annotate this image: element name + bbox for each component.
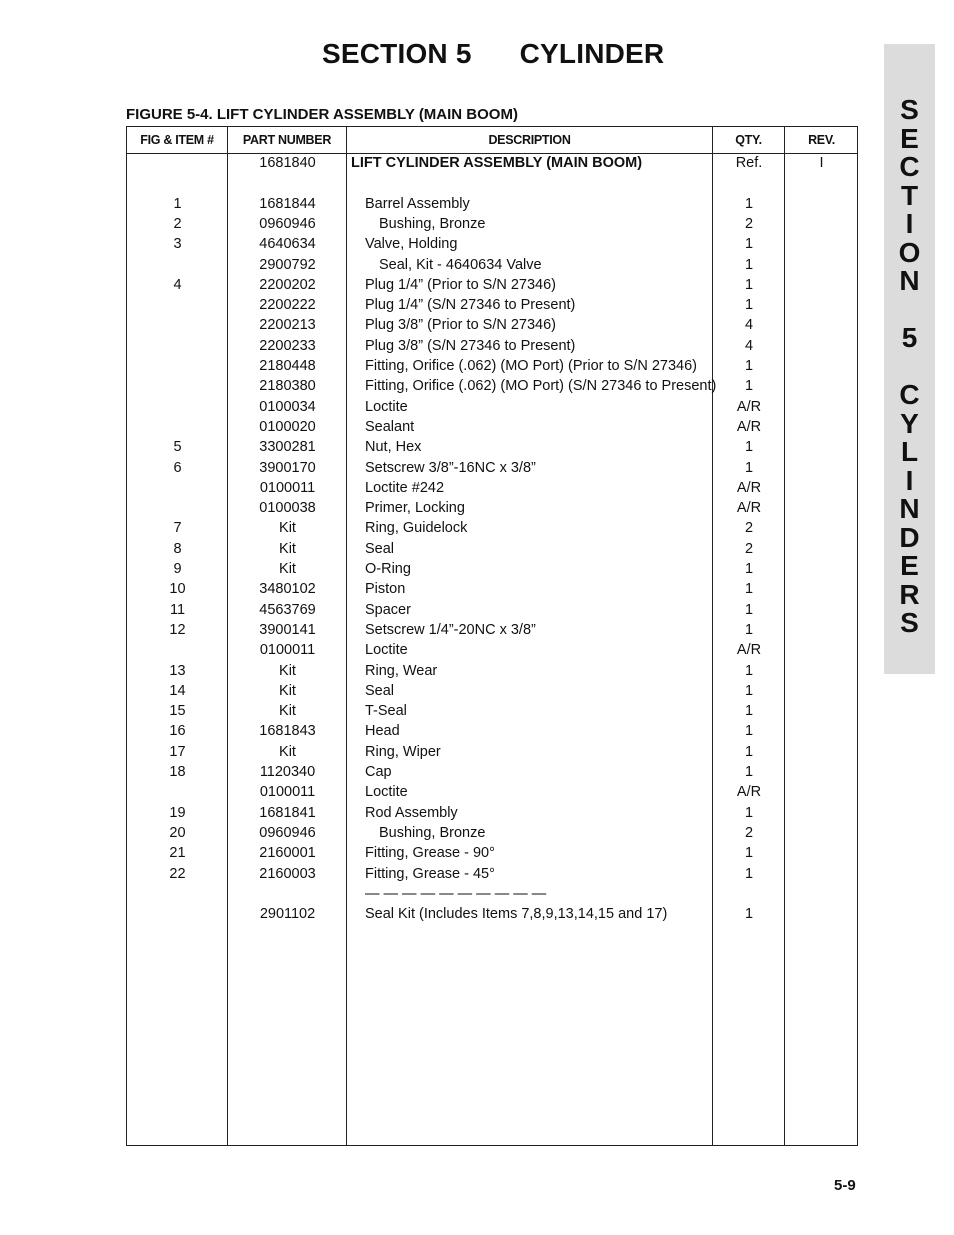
part-number-cell: 1681841 bbox=[259, 804, 316, 821]
fig-item-cell: 11 bbox=[169, 601, 186, 618]
table-row bbox=[127, 701, 857, 721]
part-number-cell: Kit bbox=[279, 662, 296, 679]
part-number-cell: 3480102 bbox=[259, 581, 316, 598]
fig-item-cell: 16 bbox=[169, 723, 186, 740]
qty-cell: 1 bbox=[744, 256, 754, 273]
qty-cell: 4 bbox=[744, 317, 754, 334]
table-row bbox=[127, 376, 857, 396]
fig-item-cell: 8 bbox=[173, 540, 182, 557]
table-row bbox=[127, 742, 857, 762]
qty-cell: 4 bbox=[744, 337, 754, 354]
qty-cell: 1 bbox=[744, 621, 754, 638]
fig-item-cell: 12 bbox=[169, 621, 186, 638]
fig-item-cell: 3 bbox=[173, 236, 182, 253]
part-number-cell: 2160001 bbox=[259, 845, 316, 862]
qty-cell: 1 bbox=[744, 845, 754, 862]
table-row bbox=[127, 539, 857, 559]
qty-cell: 1 bbox=[744, 297, 754, 314]
part-number-cell: 2200222 bbox=[259, 297, 316, 314]
section-label: SECTION 5 bbox=[322, 38, 472, 69]
table-row bbox=[127, 173, 857, 193]
fig-item-cell: 17 bbox=[169, 743, 186, 760]
table-row bbox=[127, 194, 857, 214]
qty-cell: A/R bbox=[736, 479, 762, 496]
table-row bbox=[127, 803, 857, 823]
description-cell: Seal bbox=[365, 682, 395, 699]
qty-cell: 2 bbox=[744, 824, 754, 841]
part-number-cell: 4563769 bbox=[259, 601, 316, 618]
qty-cell: 2 bbox=[744, 215, 754, 232]
description-cell: LIFT CYLINDER ASSEMBLY (MAIN BOOM) bbox=[351, 155, 643, 171]
qty-cell: 1 bbox=[744, 723, 754, 740]
part-number-cell: 4640634 bbox=[259, 236, 316, 253]
part-number-cell: Kit bbox=[279, 743, 296, 760]
description-cell: Setscrew 3/8”-16NC x 3/8” bbox=[365, 459, 536, 476]
column-header-description: DESCRIPTION bbox=[488, 133, 571, 147]
description-cell: Nut, Hex bbox=[365, 439, 422, 456]
table-row bbox=[127, 478, 857, 498]
description-cell: Barrel Assembly bbox=[365, 195, 470, 212]
table-row bbox=[127, 255, 857, 275]
part-number-cell: 1681840 bbox=[259, 155, 316, 171]
part-number-cell: 1681843 bbox=[259, 723, 316, 740]
description-cell: Ring, Wear bbox=[365, 662, 438, 679]
qty-cell: 1 bbox=[744, 682, 754, 699]
qty-cell: A/R bbox=[736, 418, 762, 435]
description-cell: Primer, Locking bbox=[365, 500, 465, 517]
part-number-cell: Kit bbox=[279, 561, 296, 577]
qty-cell: 1 bbox=[744, 439, 754, 456]
table-row bbox=[127, 214, 857, 234]
rev-cell: I bbox=[819, 155, 824, 171]
table-row bbox=[127, 823, 857, 843]
description-cell: O-Ring bbox=[365, 561, 411, 577]
qty-cell: A/R bbox=[736, 642, 762, 659]
qty-cell: 2 bbox=[744, 520, 754, 537]
qty-cell: A/R bbox=[736, 784, 762, 801]
part-number-cell: 0100038 bbox=[259, 500, 316, 517]
part-number-cell: 0100020 bbox=[259, 418, 316, 435]
part-number-cell: 0100011 bbox=[259, 784, 316, 801]
description-cell: Cap bbox=[365, 764, 392, 780]
part-number-cell: 2160003 bbox=[259, 865, 316, 882]
table-row bbox=[127, 843, 857, 863]
part-number-cell: 0100034 bbox=[259, 398, 316, 415]
table-row bbox=[127, 397, 857, 417]
part-number-cell: 3300281 bbox=[259, 439, 316, 456]
fig-item-cell: 1 bbox=[173, 195, 182, 212]
table-row bbox=[127, 579, 857, 599]
description-cell: Plug 1/4” (S/N 27346 to Present) bbox=[365, 297, 576, 314]
parts-table bbox=[126, 126, 858, 1146]
part-number-cell: 2180448 bbox=[259, 358, 316, 374]
description-cell: Seal bbox=[365, 540, 395, 557]
table-row bbox=[127, 153, 857, 173]
column-header-fig: FIG & ITEM # bbox=[140, 133, 214, 147]
qty-cell: 1 bbox=[744, 195, 754, 212]
page-number: 5-9 bbox=[834, 1177, 856, 1194]
part-number-cell: 3900141 bbox=[259, 621, 316, 638]
description-cell: Plug 3/8” (S/N 27346 to Present) bbox=[365, 337, 576, 354]
qty-cell: 1 bbox=[744, 703, 754, 720]
part-number-cell: 2900792 bbox=[259, 256, 316, 273]
fig-item-cell: 14 bbox=[169, 682, 186, 699]
description-cell: Fitting, Grease - 45° bbox=[365, 865, 495, 882]
column-header-rev: REV. bbox=[808, 133, 835, 147]
table-row bbox=[127, 295, 857, 315]
part-number-cell: 2200233 bbox=[259, 337, 316, 354]
qty-cell: 1 bbox=[744, 561, 754, 577]
qty-cell: 1 bbox=[744, 581, 754, 598]
description-cell: Valve, Holding bbox=[365, 236, 458, 253]
part-number-cell: Kit bbox=[279, 540, 296, 557]
part-number-cell: 0960946 bbox=[259, 215, 316, 232]
table-row bbox=[127, 275, 857, 295]
fig-item-cell: 22 bbox=[169, 865, 186, 882]
qty-cell: 1 bbox=[744, 276, 754, 293]
fig-item-cell: 13 bbox=[169, 662, 186, 679]
part-number-cell: 1681844 bbox=[259, 195, 316, 212]
description-cell: Spacer bbox=[365, 601, 411, 618]
fig-item-cell: 10 bbox=[169, 581, 186, 598]
table-row bbox=[127, 681, 857, 701]
fig-item-cell: 15 bbox=[169, 703, 186, 720]
section-name: CYLINDER bbox=[519, 38, 665, 69]
description-cell: Loctite bbox=[365, 784, 408, 801]
column-header-qty: QTY. bbox=[735, 133, 762, 147]
fig-item-cell: 6 bbox=[173, 459, 182, 476]
fig-item-cell: 18 bbox=[169, 764, 186, 780]
part-number-cell: Kit bbox=[279, 682, 296, 699]
description-cell: Loctite bbox=[365, 398, 408, 415]
part-number-cell: Kit bbox=[279, 520, 296, 537]
qty-cell: 1 bbox=[744, 906, 754, 923]
description-cell: Seal, Kit - 4640634 Valve bbox=[379, 256, 542, 273]
qty-cell: 1 bbox=[744, 358, 754, 374]
table-row bbox=[127, 884, 857, 904]
part-number-cell: 2200202 bbox=[259, 276, 316, 293]
description-cell: Sealant bbox=[365, 418, 415, 435]
figure-title: FIGURE 5-4. LIFT CYLINDER ASSEMBLY (MAIN BOOM) bbox=[126, 106, 518, 123]
qty-cell: 1 bbox=[744, 236, 754, 253]
description-cell: Ring, Wiper bbox=[365, 743, 441, 760]
table-row bbox=[127, 600, 857, 620]
part-number-cell: 0960946 bbox=[259, 824, 316, 841]
table-row bbox=[127, 782, 857, 802]
table-row bbox=[127, 336, 857, 356]
description-cell: Rod Assembly bbox=[365, 804, 458, 821]
table-row bbox=[127, 559, 857, 579]
description-cell: Ring, Guidelock bbox=[365, 520, 468, 537]
description-cell: Setscrew 1/4”-20NC x 3/8” bbox=[365, 621, 536, 638]
table-row bbox=[127, 498, 857, 518]
qty-cell: 1 bbox=[744, 662, 754, 679]
fig-item-cell: 5 bbox=[173, 439, 182, 456]
table-row bbox=[127, 458, 857, 478]
table-row bbox=[127, 518, 857, 538]
table-row bbox=[127, 620, 857, 640]
table-row bbox=[127, 721, 857, 741]
description-cell: Bushing, Bronze bbox=[379, 215, 486, 232]
description-cell: Bushing, Bronze bbox=[379, 824, 486, 841]
description-cell: Fitting, Grease - 90° bbox=[365, 845, 495, 862]
table-row bbox=[127, 315, 857, 335]
side-tab-label: S E C T I O N 5 C Y L I N D E R S bbox=[898, 94, 921, 638]
table-row bbox=[127, 661, 857, 681]
part-number-cell: 1120340 bbox=[259, 764, 316, 780]
qty-cell: 1 bbox=[744, 378, 754, 395]
description-cell: Loctite bbox=[365, 642, 408, 659]
qty-cell: 1 bbox=[744, 743, 754, 760]
description-cell: Plug 3/8” (Prior to S/N 27346) bbox=[365, 317, 557, 334]
table-row bbox=[127, 762, 857, 782]
description-cell: Fitting, Orifice (.062) (MO Port) (S/N 27346 to Present) bbox=[365, 378, 717, 395]
qty-cell: 2 bbox=[744, 540, 754, 557]
description-cell: Seal Kit (Includes Items 7,8,9,13,14,15 and 17) bbox=[365, 906, 668, 923]
description-cell: Fitting, Orifice (.062) (MO Port) (Prior to S/N 27346) bbox=[365, 358, 697, 374]
table-row bbox=[127, 437, 857, 457]
qty-cell: 1 bbox=[744, 865, 754, 882]
description-cell: Plug 1/4” (Prior to S/N 27346) bbox=[365, 276, 557, 293]
part-number-cell: 2901102 bbox=[259, 906, 316, 923]
section-side-tab bbox=[884, 44, 935, 674]
part-number-cell: 2200213 bbox=[259, 317, 316, 334]
column-header-part-number: PART NUMBER bbox=[242, 133, 332, 147]
fig-item-cell: 7 bbox=[173, 520, 182, 537]
table-row bbox=[127, 417, 857, 437]
fig-item-cell: 19 bbox=[169, 804, 186, 821]
fig-item-cell: 21 bbox=[169, 845, 186, 862]
table-row bbox=[127, 356, 857, 376]
part-number-cell: Kit bbox=[279, 703, 296, 720]
qty-cell: A/R bbox=[736, 500, 762, 517]
description-cell: Head bbox=[365, 723, 400, 740]
fig-item-cell: 2 bbox=[173, 215, 182, 232]
table-row bbox=[127, 864, 857, 884]
fig-item-cell: 9 bbox=[173, 561, 182, 577]
description-cell: — — — — — — — — — — bbox=[365, 885, 547, 902]
part-number-cell: 3900170 bbox=[259, 459, 316, 476]
part-number-cell: 0100011 bbox=[259, 479, 316, 496]
fig-item-cell: 20 bbox=[169, 824, 186, 841]
description-cell: Loctite #242 bbox=[365, 479, 445, 496]
qty-cell: 1 bbox=[744, 601, 754, 618]
qty-cell: Ref. bbox=[735, 155, 763, 171]
part-number-cell: 0100011 bbox=[259, 642, 316, 659]
table-row bbox=[127, 640, 857, 660]
qty-cell: 1 bbox=[744, 459, 754, 476]
qty-cell: 1 bbox=[744, 804, 754, 821]
fig-item-cell: 4 bbox=[173, 276, 182, 293]
page-title bbox=[322, 38, 664, 70]
description-cell: T-Seal bbox=[365, 703, 407, 720]
table-row bbox=[127, 904, 857, 924]
table-row bbox=[127, 234, 857, 254]
description-cell: Piston bbox=[365, 581, 406, 598]
qty-cell: A/R bbox=[736, 398, 762, 415]
qty-cell: 1 bbox=[744, 764, 754, 780]
part-number-cell: 2180380 bbox=[259, 378, 316, 395]
